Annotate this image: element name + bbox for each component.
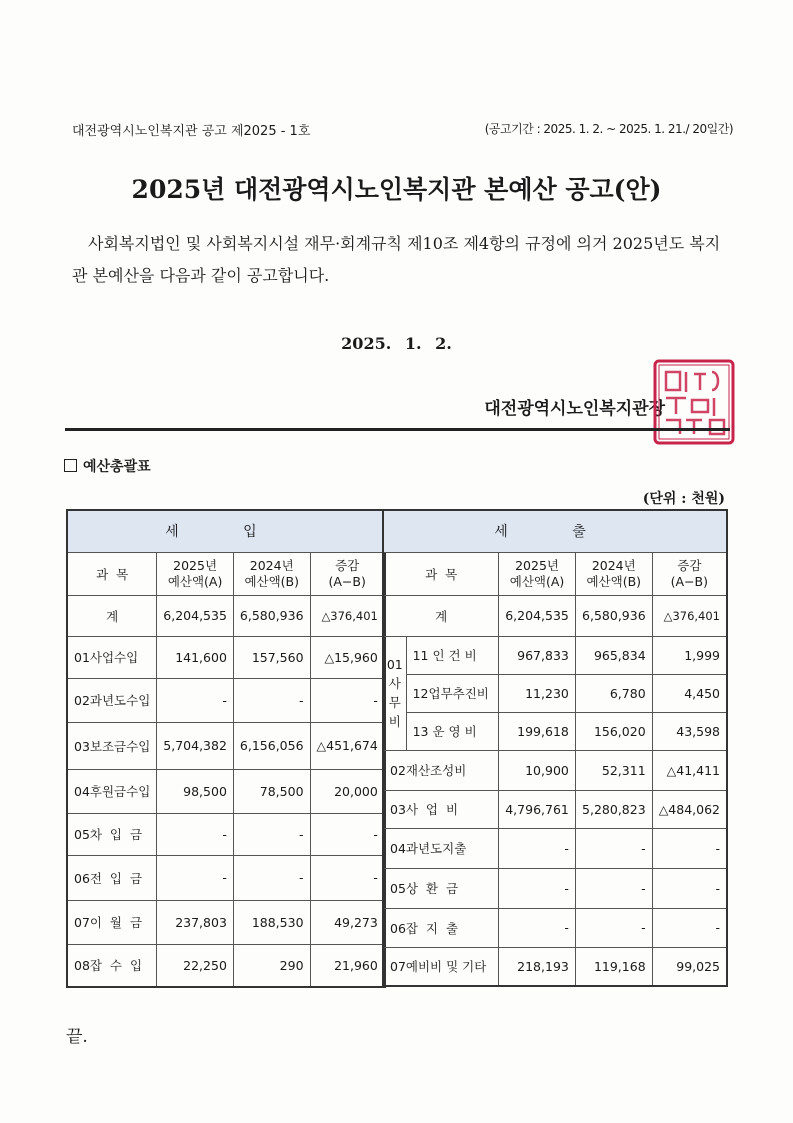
official-seal-icon — [652, 358, 736, 446]
value-a: - — [499, 868, 576, 908]
value-a: 199,618 — [499, 712, 576, 750]
table-row — [383, 947, 727, 986]
page-title: 2025년 대전광역시노인복지관 본예산 공고(안) — [131, 175, 662, 204]
expense-title: 세 출 — [383, 510, 727, 552]
table-row — [383, 712, 727, 750]
value-b: 156,020 — [575, 712, 652, 750]
value-b: 5,280,823 — [575, 790, 652, 828]
value-a: 4,796,761 — [499, 790, 576, 828]
row-label: 11 인 건 비 — [406, 636, 499, 674]
value-a: 5,704,382 — [157, 722, 234, 769]
row-label: 07예비비 및 기타 — [383, 947, 499, 986]
notice-body: 사회복지법인 및 사회복지시설 재무·회계규칙 제10조 제4항의 규정에 의거 2025년도 복지관 본예산을 다음과 같이 공고합니다. — [72, 234, 721, 285]
col-2024: 2024년 예산액(B) — [575, 552, 652, 595]
table-row — [67, 900, 385, 944]
table-row — [67, 855, 385, 900]
value-diff: 4,450 — [652, 674, 727, 712]
value-a: 6,204,535 — [499, 595, 576, 636]
value-b: 157,560 — [233, 636, 310, 678]
value-diff: △484,062 — [652, 790, 727, 828]
section-title — [64, 456, 151, 476]
value-a: 22,250 — [157, 944, 234, 987]
value-b: 965,834 — [575, 636, 652, 674]
value-diff: △376,401 — [652, 595, 727, 636]
value-b: 290 — [233, 944, 310, 987]
row-label: 01사업수입 — [67, 636, 157, 678]
value-diff: - — [310, 678, 385, 722]
value-b: - — [233, 813, 310, 855]
value-b: 119,168 — [575, 947, 652, 986]
value-diff: 20,000 — [310, 769, 385, 813]
value-diff: △15,960 — [310, 636, 385, 678]
signer: 대전광역시노인복지관장 — [484, 399, 665, 419]
value-b: - — [575, 908, 652, 947]
revenue-title: 세 입 — [67, 510, 385, 552]
value-diff: - — [652, 828, 727, 868]
checkbox-square-icon — [64, 459, 77, 472]
table-row — [67, 678, 385, 722]
value-b: - — [233, 678, 310, 722]
row-label: 05차 입 금 — [67, 813, 157, 855]
table-row-total — [383, 595, 727, 636]
col-diff: 증감 (A−B) — [652, 552, 727, 595]
table-row — [383, 828, 727, 868]
revenue-table — [66, 509, 386, 988]
value-b: 6,156,056 — [233, 722, 310, 769]
value-a: - — [499, 908, 576, 947]
value-diff: - — [652, 868, 727, 908]
value-diff: - — [310, 855, 385, 900]
section-title-text: 예산총괄표 — [83, 459, 151, 475]
value-diff: - — [652, 908, 727, 947]
row-label: 계 — [383, 595, 499, 636]
value-b: - — [233, 855, 310, 900]
table-row — [383, 908, 727, 947]
col-2025: 2025년 예산액(A) — [499, 552, 576, 595]
divider — [65, 428, 730, 431]
row-label: 04후원금수입 — [67, 769, 157, 813]
value-a: 237,803 — [157, 900, 234, 944]
table-row-total — [67, 595, 385, 636]
value-a: - — [157, 813, 234, 855]
value-b: - — [575, 868, 652, 908]
col-diff: 증감 (A−B) — [310, 552, 385, 595]
row-label: 03사 업 비 — [383, 790, 499, 828]
value-diff: 99,025 — [652, 947, 727, 986]
table-row — [383, 750, 727, 790]
col-subject: 과 목 — [383, 552, 499, 595]
row-label: 계 — [67, 595, 157, 636]
value-diff: △451,674 — [310, 722, 385, 769]
table-row — [383, 790, 727, 828]
table-row — [383, 636, 727, 674]
value-b: 6,580,936 — [233, 595, 310, 636]
row-label: 04과년도지출 — [383, 828, 499, 868]
value-b: 6,780 — [575, 674, 652, 712]
value-diff: 1,999 — [652, 636, 727, 674]
row-label: 06전 입 금 — [67, 855, 157, 900]
value-diff: 43,598 — [652, 712, 727, 750]
table-row — [67, 813, 385, 855]
group-label: 01 사 무 비 — [383, 636, 406, 750]
row-label: 03보조금수입 — [67, 722, 157, 769]
value-diff: - — [310, 813, 385, 855]
value-b: 78,500 — [233, 769, 310, 813]
row-label: 05상 환 금 — [383, 868, 499, 908]
table-row — [383, 674, 727, 712]
col-2024: 2024년 예산액(B) — [233, 552, 310, 595]
value-diff: △41,411 — [652, 750, 727, 790]
value-a: 11,230 — [499, 674, 576, 712]
value-a: - — [157, 678, 234, 722]
row-label: 02재산조성비 — [383, 750, 499, 790]
unit-label: (단위 : 천원) — [642, 491, 725, 507]
row-label: 06잡 지 출 — [383, 908, 499, 947]
value-a: 10,900 — [499, 750, 576, 790]
value-diff: 49,273 — [310, 900, 385, 944]
value-b: 6,580,936 — [575, 595, 652, 636]
row-label: 12업무추진비 — [406, 674, 499, 712]
col-2025: 2025년 예산액(A) — [157, 552, 234, 595]
table-row — [67, 944, 385, 987]
value-b: 188,530 — [233, 900, 310, 944]
row-label: 08잡 수 입 — [67, 944, 157, 987]
table-row — [383, 868, 727, 908]
value-a: 6,204,535 — [157, 595, 234, 636]
table-row — [67, 636, 385, 678]
value-a: 141,600 — [157, 636, 234, 678]
notice-period: (공고기간 : 2025. 1. 2. ~ 2025. 1. 21./ 20일간) — [484, 122, 733, 136]
value-a: - — [499, 828, 576, 868]
table-row — [67, 722, 385, 769]
value-a: 98,500 — [157, 769, 234, 813]
notice-number: 대전광역시노인복지관 공고 제2025 - 1호 — [72, 124, 311, 139]
notice-date: 2025. 1. 2. — [341, 334, 452, 353]
expense-table — [382, 509, 728, 987]
value-b: 52,311 — [575, 750, 652, 790]
row-label: 07이 월 금 — [67, 900, 157, 944]
value-a: 218,193 — [499, 947, 576, 986]
value-b: - — [575, 828, 652, 868]
value-diff: 21,960 — [310, 944, 385, 987]
value-a: - — [157, 855, 234, 900]
end-mark: 끝. — [66, 1027, 88, 1047]
value-a: 967,833 — [499, 636, 576, 674]
col-subject: 과 목 — [67, 552, 157, 595]
value-diff: △376,401 — [310, 595, 385, 636]
row-label: 02과년도수입 — [67, 678, 157, 722]
table-row — [67, 769, 385, 813]
row-label: 13 운 영 비 — [406, 712, 499, 750]
